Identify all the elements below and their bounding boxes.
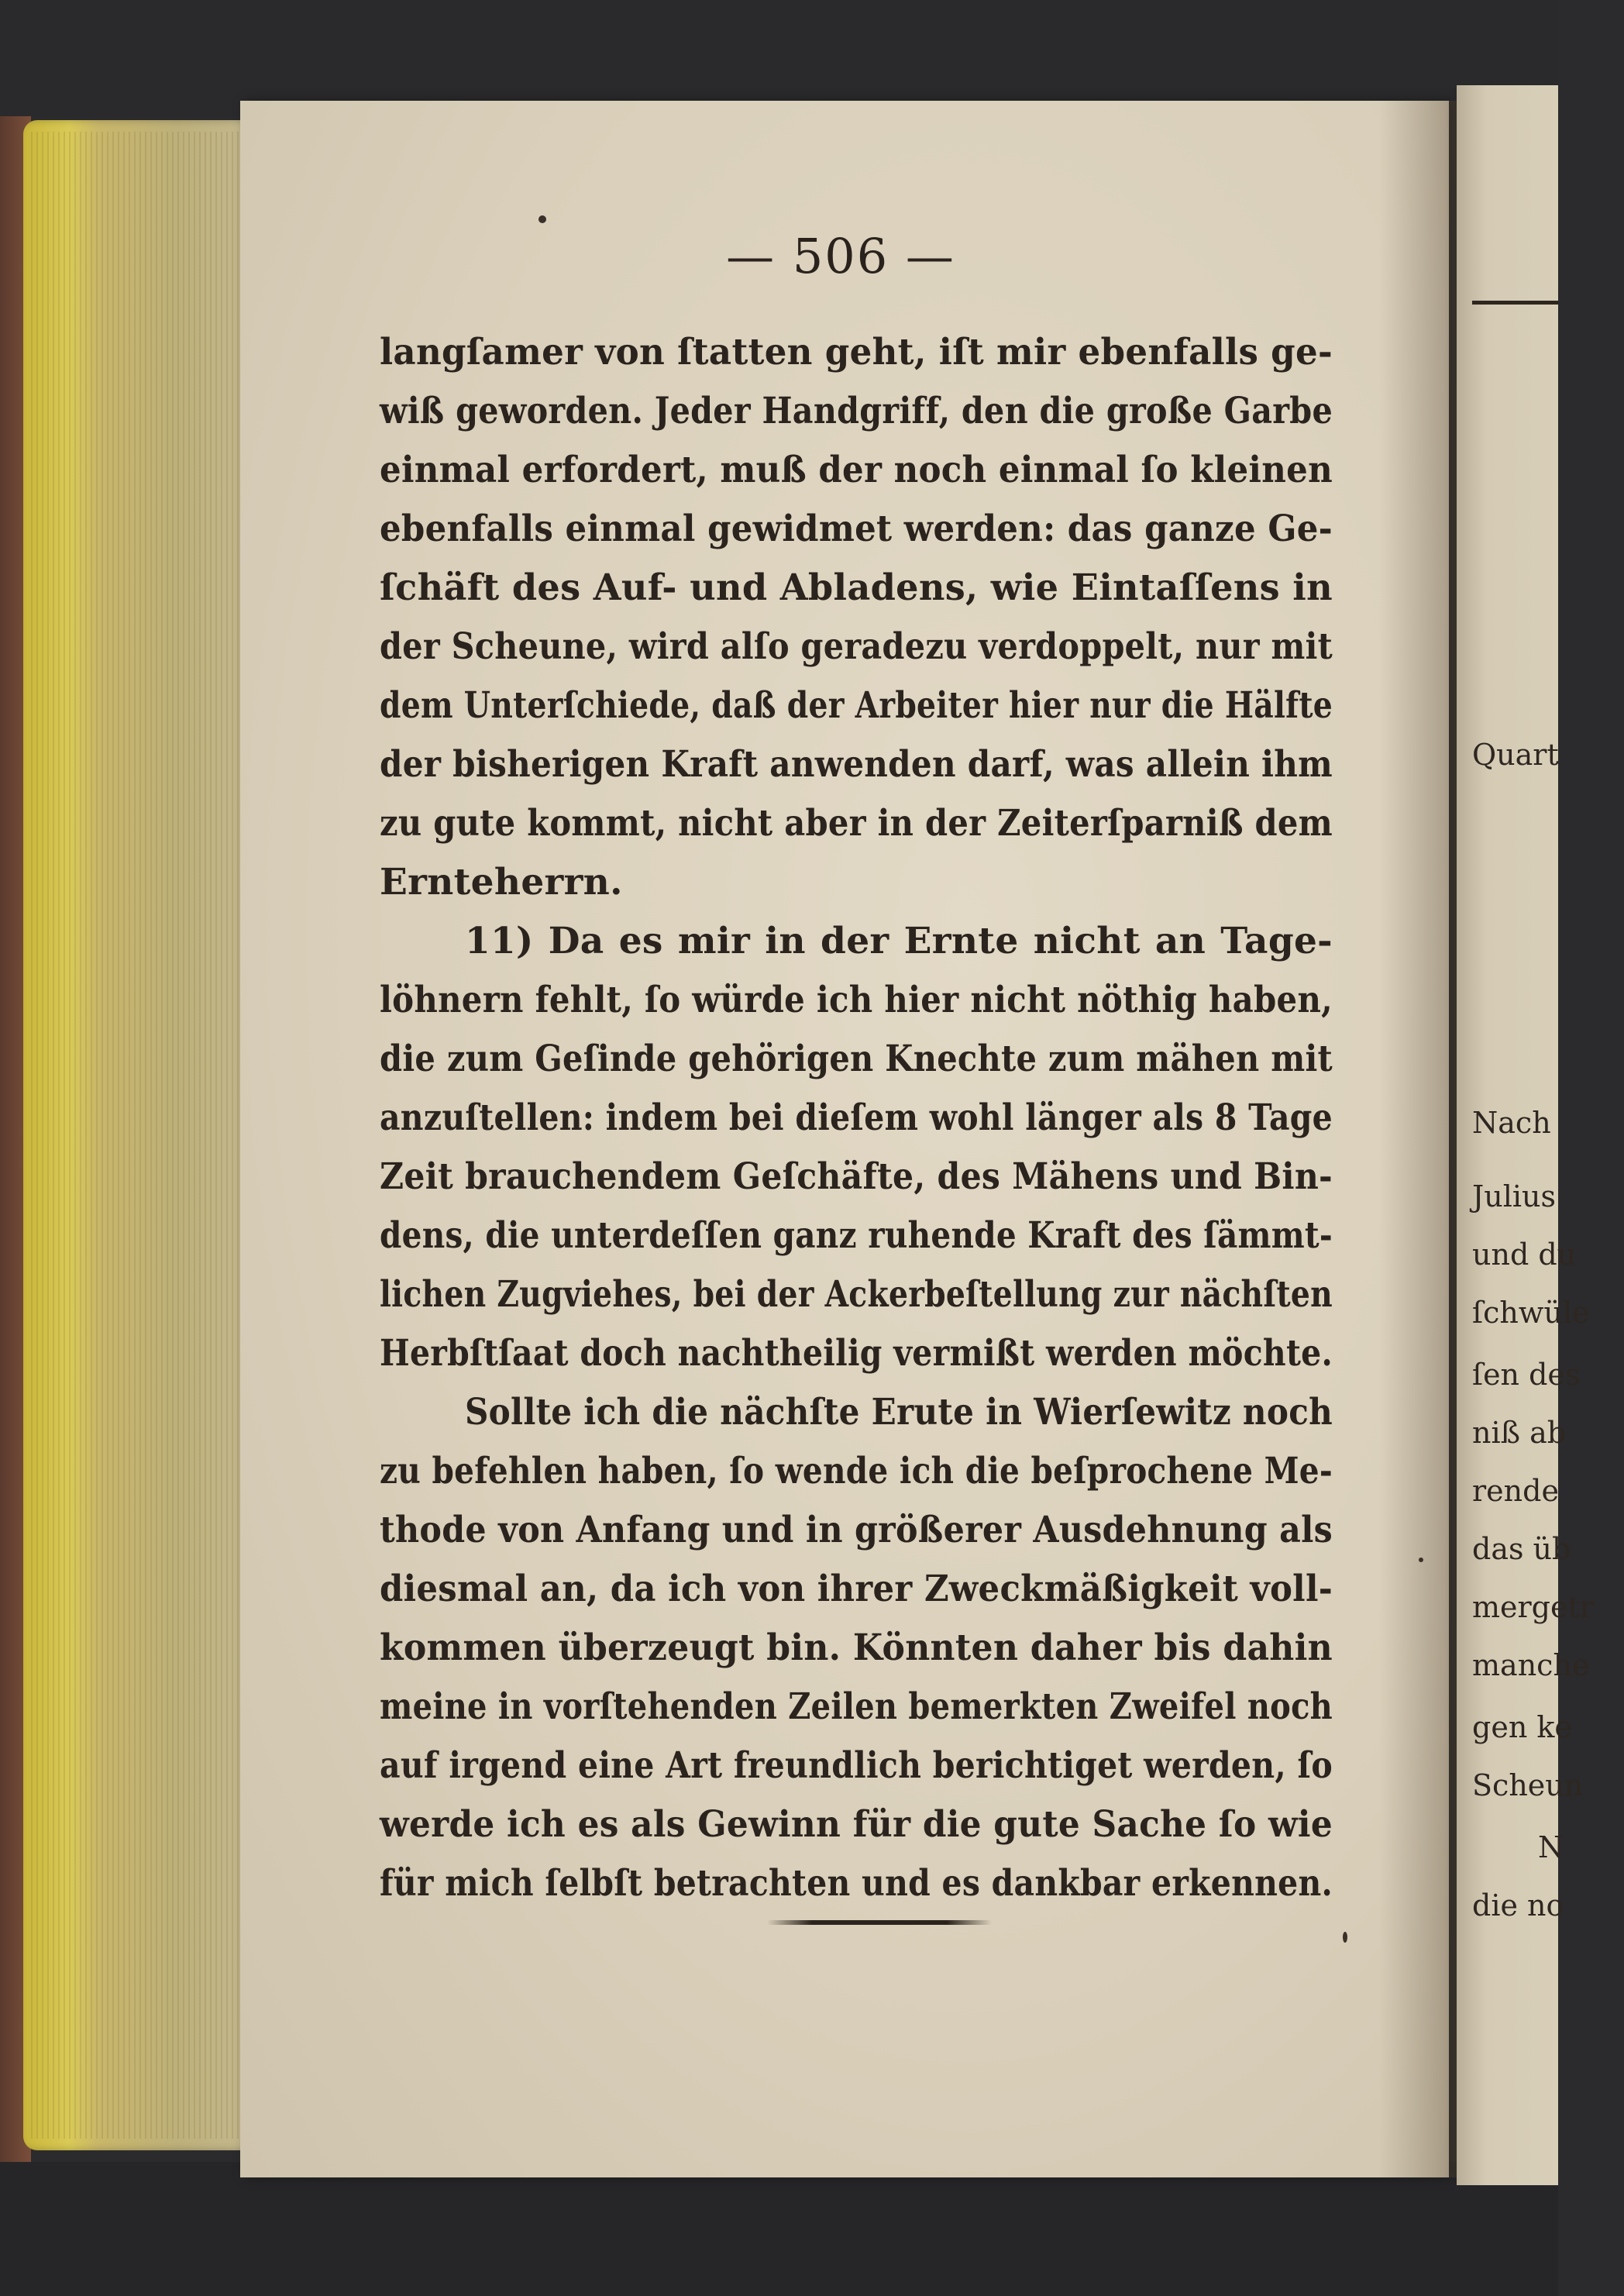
facing-page-fragment: Julius: [1472, 1179, 1556, 1213]
facing-page-fragment: das üb: [1472, 1532, 1571, 1566]
text-line: die zum Geſinde gehörigen Knechte zum mähen mit: [380, 1038, 1333, 1080]
text-line: werde ich es als Gewinn für die gute Sache ſo wie: [380, 1803, 1333, 1846]
facing-page-fragment: Nach: [1472, 1106, 1551, 1140]
background-bottom: [0, 2162, 1558, 2296]
facing-page-fragment: N: [1538, 1830, 1564, 1864]
paper-speck: [1419, 1558, 1423, 1562]
text-line: löhnern fehlt, ſo würde ich hier nicht nöthig haben,: [380, 979, 1333, 1021]
text-line: dem Unterſchiede, daß der Arbeiter hier nur die Hälfte: [380, 684, 1333, 727]
text-line: der bisherigen Kraft anwenden darf, was allein ihm: [380, 743, 1333, 786]
text-line: zu befehlen haben, ſo wende ich die beſprochene Me-: [380, 1450, 1333, 1492]
facing-page-fragment: ſen des: [1472, 1358, 1581, 1392]
facing-page-fragment: mergetr: [1472, 1590, 1594, 1624]
text-line: auf irgend eine Art freundlich berichtiget werden, ſo: [380, 1744, 1333, 1787]
facing-page-fragment: Scheun: [1472, 1768, 1584, 1802]
facing-page-fragment: niß ab: [1472, 1416, 1567, 1450]
facing-page-fragment: manche: [1472, 1648, 1590, 1682]
facing-page-fragment: die no: [1472, 1888, 1564, 1923]
text-line: Sollte ich die nächſte Erute in Wierſewitz noch: [465, 1391, 1333, 1434]
facing-page-fragment: Quart: [1472, 738, 1559, 772]
background-top: [0, 0, 1558, 116]
text-line: meine in vorſtehenden Zeilen bemerkten Zweifel noch: [380, 1685, 1333, 1728]
text-line: ſchäft des Auf- und Abladens, wie Eintaſſens in: [380, 566, 1333, 609]
facing-page-fragment: und du: [1472, 1237, 1577, 1272]
text-line: langſamer von ſtatten geht, iſt mir ebenfalls ge-: [380, 331, 1333, 373]
text-line: einmal erfordert, muß der noch einmal ſo kleinen: [380, 449, 1333, 491]
paper-speck: [538, 215, 546, 223]
text-line: ebenfalls einmal gewidmet werden: das ganze Ge-: [380, 508, 1333, 550]
text-line: lichen Zugviehes, bei der Ackerbeſtellung zur nächſten: [380, 1273, 1333, 1316]
text-line: der Scheune, wird alſo geradezu verdoppelt, nur mit: [380, 625, 1333, 668]
text-line: Zeit brauchendem Geſchäfte, des Mähens und Bin-: [380, 1155, 1333, 1198]
page-number: — 506 —: [726, 228, 955, 284]
text-line: zu gute kommt, nicht aber in der Zeiterſparniß dem: [380, 802, 1333, 845]
facing-page-rule: [1472, 301, 1558, 305]
text-line: Ernteherrn.: [380, 861, 623, 904]
text-line: für mich ſelbſt betrachten und es dankbar erkennen.: [380, 1862, 1333, 1905]
facing-page-fragment: rende: [1472, 1474, 1559, 1508]
paper-speck: [1343, 1932, 1347, 1943]
text-line: diesmal an, da ich von ihrer Zweckmäßigkeit voll-: [380, 1568, 1333, 1610]
facing-page-fragment: ſchwüle: [1472, 1296, 1590, 1330]
text-line: dens, die unterdeſſen ganz ruhende Kraft des ſämmt-: [380, 1214, 1333, 1257]
text-line: anzuſtellen: indem bei dieſem wohl länger als 8 Tage: [380, 1096, 1333, 1139]
text-line: 11) Da es mir in der Ernte nicht an Tage-: [465, 920, 1333, 962]
facing-page-fragment: gen ke: [1472, 1710, 1572, 1744]
page-edge-lines: [31, 132, 263, 2139]
text-line: kommen überzeugt bin. Könnten daher bis dahin: [380, 1626, 1333, 1669]
text-line: wiß geworden. Jeder Handgriff, den die große Garbe: [380, 390, 1333, 432]
text-line: thode von Anfang und in größerer Ausdehnung als: [380, 1509, 1333, 1551]
end-divider: [767, 1920, 992, 1925]
text-line: Herbſtſaat doch nachtheilig vermißt werden möchte.: [380, 1332, 1333, 1375]
